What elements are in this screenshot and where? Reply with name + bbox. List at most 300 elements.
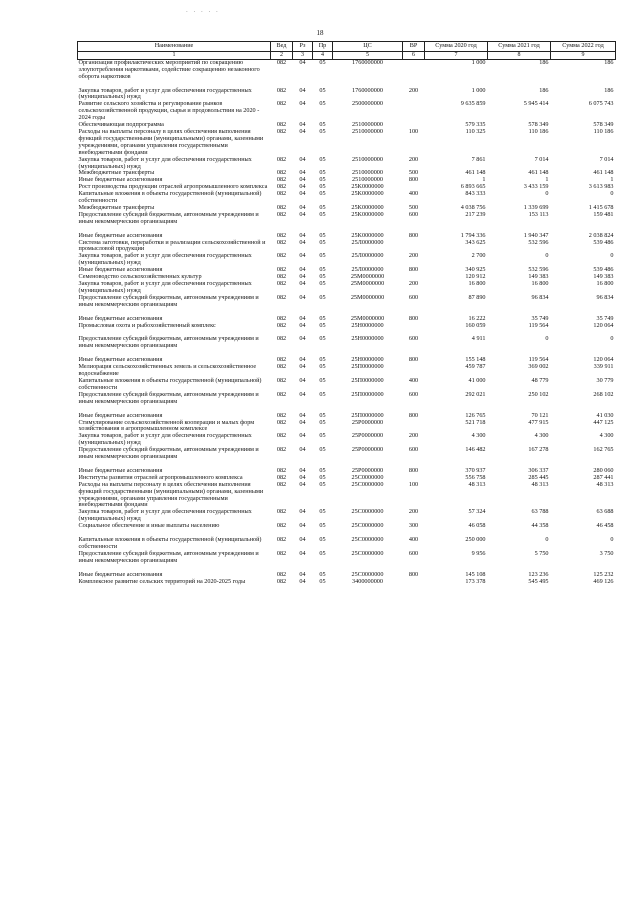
- row-sum-2020: 87 890: [468, 293, 486, 301]
- row-pr: 05: [319, 508, 326, 516]
- table-row: [78, 551, 616, 565]
- row-rz: 04: [299, 522, 306, 530]
- row-name: Рост производства продукции отраслей агропромышленного комплекса: [78, 183, 268, 191]
- row-cs: 1760000000: [352, 86, 383, 94]
- row-sum-2021: 461 148: [528, 169, 549, 177]
- row-sum-2020: 4 300: [471, 432, 486, 440]
- row-name: Промысловая охота и рыбохозяйственный комплекс: [78, 321, 216, 329]
- row-pr: 05: [319, 432, 326, 440]
- row-name: Предоставление субсидий бюджетным, автономным учреждениям и иным некоммерческим организациям: [78, 335, 259, 350]
- column-index: 3: [293, 51, 313, 59]
- row-sum-2021: 5 750: [534, 549, 549, 557]
- table-row: [78, 129, 616, 157]
- row-ved: 082: [276, 432, 287, 440]
- row-pr: 05: [319, 314, 326, 322]
- row-ved: 082: [276, 376, 287, 384]
- row-sum-2021: 477 915: [528, 418, 549, 426]
- row-vr: 800: [408, 231, 419, 239]
- table-body: [78, 59, 616, 585]
- row-ved: 082: [276, 411, 287, 419]
- row-cs: 2500000000: [352, 100, 383, 108]
- row-cs: 25С0000000: [351, 508, 384, 516]
- row-sum-2021: 0: [545, 190, 549, 198]
- row-cs: 2510000000: [352, 169, 383, 177]
- row-rz: 04: [299, 508, 306, 516]
- row-ved: 082: [276, 169, 287, 177]
- row-pr: 05: [319, 418, 326, 426]
- row-sum-2020: 6 893 665: [460, 183, 486, 191]
- row-vr: 100: [408, 480, 419, 488]
- row-rz: 04: [299, 549, 306, 557]
- page-number: 18: [316, 29, 324, 37]
- row-sum-2020: 16 800: [468, 280, 486, 287]
- column-index: 8: [488, 51, 551, 59]
- row-sum-2021: 167 278: [528, 446, 549, 454]
- row-rz: 04: [299, 376, 306, 384]
- row-sum-2022: 186: [604, 58, 614, 66]
- row-cs: 25K0000000: [351, 231, 384, 239]
- row-cs: 25С0000000: [351, 522, 384, 530]
- row-cs: 25K0000000: [351, 210, 384, 218]
- row-sum-2020: 155 148: [465, 356, 486, 364]
- row-sum-2020: 126 765: [465, 411, 486, 419]
- row-sum-2021: 96 834: [531, 293, 549, 301]
- row-sum-2021: 4 300: [534, 432, 549, 440]
- row-vr: 800: [408, 356, 419, 364]
- row-pr: 05: [319, 549, 326, 557]
- row-ved: 082: [276, 522, 287, 530]
- row-sum-2022: 30 779: [596, 376, 614, 384]
- row-sum-2022: 48 313: [596, 480, 614, 488]
- row-name: Капитальные вложения в объекты государственной (муниципальной) собственности: [78, 190, 262, 205]
- row-rz: 04: [299, 570, 306, 578]
- row-name: Иные бюджетные ассигнования: [78, 356, 163, 364]
- row-rz: 04: [299, 466, 306, 474]
- row-name: Иные бюджетные ассигнования: [78, 466, 163, 474]
- row-ved: 082: [276, 293, 287, 301]
- row-cs: 25Л0000000: [351, 238, 384, 246]
- row-vr: 600: [408, 549, 419, 557]
- row-cs: 25Р0000000: [351, 418, 384, 426]
- row-sum-2021: 3 433 159: [523, 183, 549, 191]
- table-row: [78, 212, 616, 226]
- table-row: [78, 88, 616, 102]
- row-vr: 200: [408, 155, 419, 163]
- header-vr: ВР: [403, 42, 425, 52]
- row-cs: 25М0000000: [350, 280, 385, 287]
- row-vr: [403, 240, 425, 254]
- row-cs: 25П0000000: [351, 363, 384, 371]
- row-pr: 05: [319, 356, 326, 364]
- table-row: [78, 447, 616, 461]
- row-sum-2021: 70 121: [531, 411, 549, 419]
- row-pr: 05: [319, 238, 326, 246]
- row-sum-2022: 469 126: [593, 577, 614, 585]
- table-row: [78, 240, 616, 254]
- row-name: Расходы на выплаты персоналу в целях обеспечения выполнения функций государственными (муниципальными) органами, казенными учреждениями, органами управления государственными внебюджетными фондами: [78, 127, 264, 156]
- row-cs: 2510000000: [352, 176, 383, 184]
- row-sum-2021: 306 337: [528, 466, 549, 474]
- row-name: Предоставление субсидий бюджетным, автономным учреждениям и иным некоммерческим организациям: [78, 549, 259, 564]
- table-row: [78, 336, 616, 350]
- row-sum-2020: 1: [482, 176, 486, 184]
- row-name: Система заготовки, переработки и реализации сельскохозяйственной и промысловой продукции: [78, 238, 266, 253]
- row-sum-2021: 186: [539, 58, 549, 66]
- row-sum-2021: 1 940 347: [523, 231, 549, 239]
- row-name: Развитие сельского хозяйства и регулирование рынков сельскохозяйственной продукции, сырья и продовольствия на 2020 - 2024 годы: [78, 100, 260, 122]
- row-pr: 05: [319, 121, 326, 129]
- row-sum-2021: 578 349: [528, 121, 549, 129]
- row-name: Иные бюджетные ассигнования: [78, 231, 163, 239]
- header-rz: Рз: [293, 42, 313, 52]
- row-rz: 04: [299, 127, 306, 135]
- row-sum-2022: 120 064: [593, 321, 614, 329]
- row-vr: [403, 323, 425, 330]
- row-name: Закупка товаров, работ и услуг для обеспечения государственных (муниципальных) нужд: [78, 508, 252, 523]
- row-cs: 25Л0000000: [351, 266, 384, 274]
- row-vr: [403, 59, 425, 80]
- row-sum-2022: 96 834: [596, 293, 614, 301]
- row-sum-2020: 1 794 336: [460, 231, 486, 239]
- row-ved: 082: [276, 203, 287, 211]
- row-ved: 082: [276, 280, 287, 287]
- table-row: [78, 433, 616, 447]
- row-sum-2021: 1: [545, 176, 549, 184]
- row-pr: 05: [319, 522, 326, 530]
- row-sum-2020: 110 325: [465, 127, 486, 135]
- row-sum-2020: 1 000: [471, 86, 486, 94]
- row-sum-2020: 160 059: [465, 321, 486, 329]
- row-sum-2020: 370 937: [465, 466, 486, 474]
- row-sum-2022: 4 300: [599, 432, 614, 440]
- row-pr: 05: [319, 155, 326, 163]
- row-pr: 05: [319, 252, 326, 260]
- row-pr: 05: [319, 231, 326, 239]
- row-sum-2022: 287 441: [593, 473, 614, 481]
- row-cs: 2510000000: [352, 155, 383, 163]
- row-vr: [403, 420, 425, 434]
- row-rz: 04: [299, 266, 306, 274]
- row-rz: 04: [299, 418, 306, 426]
- row-name: Предоставление субсидий бюджетным, автономным учреждениям и иным некоммерческим организациям: [78, 446, 259, 461]
- row-vr: 400: [408, 376, 419, 384]
- column-index: 5: [333, 51, 403, 59]
- row-name: Иные бюджетные ассигнования: [78, 176, 163, 184]
- row-ved: 082: [276, 356, 287, 364]
- row-name: Социальное обеспечение и иные выплаты населению: [78, 522, 220, 530]
- row-ved: 082: [276, 314, 287, 322]
- row-pr: 05: [319, 183, 326, 191]
- row-name: Предоставление субсидий бюджетным, автономным учреждениям и иным некоммерческим организациям: [78, 210, 259, 225]
- row-sum-2021: 48 779: [531, 376, 549, 384]
- row-name: Капитальные вложения в объекты государственной (муниципальной) собственности: [78, 536, 262, 550]
- row-rz: 04: [299, 536, 306, 544]
- row-rz: 04: [299, 411, 306, 419]
- row-vr: 800: [408, 411, 419, 419]
- row-sum-2021: 369 002: [528, 363, 549, 371]
- row-sum-2021: 119 564: [528, 356, 549, 364]
- row-rz: 04: [299, 100, 306, 108]
- row-vr: 800: [408, 176, 419, 184]
- row-sum-2021: 5 945 414: [523, 100, 549, 108]
- row-sum-2020: 46 058: [468, 522, 486, 530]
- row-sum-2022: 0: [610, 252, 614, 260]
- row-sum-2020: 145 108: [465, 570, 486, 578]
- row-name: Предоставление субсидий бюджетным, автономным учреждениям и иным некоммерческим организациям: [78, 390, 259, 405]
- row-pr: 05: [319, 293, 326, 301]
- row-sum-2022: 159 481: [593, 210, 614, 218]
- row-sum-2022: 0: [610, 190, 614, 198]
- row-cs: 2510000000: [352, 121, 383, 129]
- row-ved: 082: [276, 570, 287, 578]
- row-pr: 05: [319, 273, 326, 281]
- row-sum-2021: 44 358: [531, 522, 549, 530]
- row-vr: [403, 364, 425, 378]
- table-row: [78, 420, 616, 434]
- row-sum-2021: 119 564: [528, 321, 549, 329]
- row-pr: 05: [319, 280, 326, 287]
- row-vr: 800: [408, 266, 419, 274]
- row-vr: 800: [408, 466, 419, 474]
- row-sum-2020: 843 333: [465, 190, 486, 198]
- row-ved: 082: [276, 176, 287, 184]
- row-sum-2022: 539 486: [593, 266, 614, 274]
- row-pr: 05: [319, 577, 326, 585]
- row-ved: 082: [276, 127, 287, 135]
- row-vr: [403, 579, 425, 586]
- row-ved: 082: [276, 321, 287, 329]
- row-cs: 1760000000: [352, 58, 383, 66]
- row-pr: 05: [319, 376, 326, 384]
- row-pr: 05: [319, 411, 326, 419]
- row-sum-2021: 110 186: [528, 127, 549, 135]
- row-pr: 05: [319, 466, 326, 474]
- row-sum-2022: 280 060: [593, 466, 614, 474]
- table-row: [78, 482, 616, 510]
- row-sum-2020: 217 239: [465, 210, 486, 218]
- row-cs: 25П0000000: [351, 390, 384, 398]
- row-rz: 04: [299, 238, 306, 246]
- row-vr: [403, 101, 425, 122]
- row-name: Иные бюджетные ассигнования: [78, 411, 163, 419]
- row-vr: 200: [408, 280, 419, 287]
- row-ved: 082: [276, 466, 287, 474]
- row-pr: 05: [319, 480, 326, 488]
- row-rz: 04: [299, 446, 306, 454]
- row-cs: 25С0000000: [351, 536, 384, 544]
- column-index: 9: [551, 51, 616, 59]
- row-sum-2022: 0: [610, 335, 614, 343]
- row-cs: 25П0000000: [351, 376, 384, 384]
- row-sum-2022: 461 148: [593, 169, 614, 177]
- row-cs: 25Р0000000: [351, 446, 384, 454]
- row-ved: 082: [276, 508, 287, 516]
- row-cs: 25K0000000: [351, 190, 384, 198]
- row-sum-2022: 268 102: [593, 390, 614, 398]
- row-pr: 05: [319, 169, 326, 177]
- row-sum-2021: 285 445: [528, 473, 549, 481]
- column-index: 6: [403, 51, 425, 59]
- row-sum-2020: 4 038 756: [460, 203, 486, 211]
- row-sum-2020: 7 861: [471, 155, 486, 163]
- row-sum-2022: 149 383: [593, 273, 614, 281]
- row-name: Иные бюджетные ассигнования: [78, 570, 163, 578]
- row-rz: 04: [299, 86, 306, 94]
- row-name: Комплексное развитие сельских территорий на 2020-2025 годы: [78, 577, 246, 585]
- row-vr: 600: [408, 390, 419, 398]
- row-sum-2022: 447 125: [593, 418, 614, 426]
- row-rz: 04: [299, 121, 306, 129]
- row-sum-2020: 41 000: [468, 376, 486, 384]
- row-name: Иные бюджетные ассигнования: [78, 266, 163, 274]
- row-name: Институты развития отраслей агропромышленного комплекса: [78, 473, 243, 481]
- row-sum-2021: 7 014: [534, 155, 549, 163]
- row-vr: 200: [408, 252, 419, 260]
- row-sum-2021: 35 749: [531, 314, 549, 322]
- row-rz: 04: [299, 190, 306, 198]
- row-sum-2020: 16 222: [468, 314, 486, 322]
- row-rz: 04: [299, 293, 306, 301]
- table-row: [78, 157, 616, 171]
- table-row: [78, 253, 616, 267]
- row-cs: 25С0000000: [351, 473, 384, 481]
- row-cs: 25Л0000000: [351, 252, 384, 260]
- row-pr: 05: [319, 570, 326, 578]
- row-sum-2020: 173 378: [465, 577, 486, 585]
- row-pr: 05: [319, 176, 326, 184]
- row-ved: 082: [276, 480, 287, 488]
- column-index: 1: [78, 51, 271, 59]
- row-sum-2020: 2 700: [471, 252, 486, 260]
- row-sum-2021: 532 596: [528, 238, 549, 246]
- row-vr: 600: [408, 210, 419, 218]
- row-ved: 082: [276, 273, 287, 281]
- row-cs: 25М0000000: [350, 314, 385, 322]
- row-rz: 04: [299, 577, 306, 585]
- column-index: 7: [425, 51, 488, 59]
- row-pr: 05: [319, 86, 326, 94]
- row-cs: 25М0000000: [350, 273, 385, 281]
- row-pr: 05: [319, 210, 326, 218]
- row-vr: 300: [408, 522, 419, 530]
- row-sum-2021: 48 313: [531, 480, 549, 488]
- row-rz: 04: [299, 210, 306, 218]
- row-ved: 082: [276, 183, 287, 191]
- row-sum-2021: 16 800: [531, 280, 549, 287]
- row-sum-2022: 578 349: [593, 121, 614, 129]
- column-index: 4: [313, 51, 333, 59]
- row-sum-2020: 461 148: [465, 169, 486, 177]
- row-sum-2020: 292 021: [465, 390, 486, 398]
- row-sum-2022: 35 749: [596, 314, 614, 322]
- row-name: Межбюджетные трансферты: [78, 169, 155, 177]
- row-vr: 600: [408, 446, 419, 454]
- row-vr: 200: [408, 86, 419, 94]
- row-sum-2020: 340 925: [465, 266, 486, 274]
- header-cs: ЦС: [333, 42, 403, 52]
- column-index: 2: [271, 51, 293, 59]
- row-name: Обеспечивающая подпрограмма: [78, 121, 164, 129]
- row-ved: 082: [276, 549, 287, 557]
- row-rz: 04: [299, 273, 306, 281]
- row-rz: 04: [299, 363, 306, 371]
- row-sum-2021: 0: [545, 335, 549, 343]
- row-sum-2020: 343 625: [465, 238, 486, 246]
- row-pr: 05: [319, 127, 326, 135]
- row-sum-2020: 1 000: [471, 58, 486, 66]
- row-name: Закупка товаров, работ и услуг для обеспечения государственных (муниципальных) нужд: [78, 155, 252, 170]
- row-sum-2022: 16 800: [596, 280, 614, 287]
- row-rz: 04: [299, 432, 306, 440]
- row-vr: 200: [408, 432, 419, 440]
- row-name: Закупка товаров, работ и услуг для обеспечения государственных (муниципальных) нужд: [78, 86, 252, 101]
- header-ved: Вед: [271, 42, 293, 52]
- row-cs: 3400000000: [352, 577, 383, 585]
- table-row: [78, 59, 616, 80]
- row-sum-2020: 48 313: [468, 480, 486, 488]
- row-name: Организация профилактических мероприятий по сокращению злоупотребления наркотиками, содействие сокращению незаконного оборота наркотиков: [78, 58, 260, 80]
- budget-table: [77, 41, 616, 586]
- row-sum-2021: 153 113: [528, 210, 549, 218]
- row-cs: 25Н0000000: [351, 356, 384, 364]
- row-cs: 25Н0000000: [351, 321, 384, 329]
- row-sum-2022: 125 232: [593, 570, 614, 578]
- row-pr: 05: [319, 473, 326, 481]
- row-ved: 082: [276, 577, 287, 585]
- row-pr: 05: [319, 58, 326, 66]
- row-pr: 05: [319, 190, 326, 198]
- row-name: Иные бюджетные ассигнования: [78, 314, 163, 322]
- row-sum-2022: 1 415 678: [588, 203, 614, 211]
- row-rz: 04: [299, 335, 306, 343]
- row-sum-2021: 545 495: [528, 577, 549, 585]
- table-row: [78, 537, 616, 551]
- table-row: [78, 191, 616, 205]
- row-name: Семеноводство сельскохозяйственных культур: [78, 273, 202, 281]
- row-cs: 25П0000000: [351, 411, 384, 419]
- row-pr: 05: [319, 536, 326, 544]
- header-name: Наименование: [78, 42, 271, 52]
- table-row: [78, 101, 616, 122]
- row-rz: 04: [299, 321, 306, 329]
- table-row: [78, 509, 616, 523]
- row-cs: 25С0000000: [351, 570, 384, 578]
- row-cs: 25Р0000000: [351, 432, 384, 440]
- header-sum-2020: Сумма 2020 год: [425, 42, 488, 52]
- row-rz: 04: [299, 473, 306, 481]
- row-sum-2022: 6 075 743: [588, 100, 614, 108]
- row-vr: 200: [408, 508, 419, 516]
- row-sum-2020: 250 000: [465, 536, 486, 544]
- row-cs: 25С0000000: [351, 480, 384, 488]
- row-ved: 082: [276, 252, 287, 260]
- row-rz: 04: [299, 58, 306, 66]
- row-sum-2022: 2 038 824: [588, 231, 614, 239]
- scan-marks: . . . . .: [186, 6, 220, 14]
- row-sum-2020: 146 482: [465, 446, 486, 454]
- row-ved: 082: [276, 536, 287, 544]
- row-name: Мелиорация сельскохозяйственных земель и сельскохозяйственное водоснабжение: [78, 363, 257, 378]
- row-name: Закупка товаров, работ и услуг для обеспечения государственных (муниципальных) нужд: [78, 252, 252, 267]
- row-rz: 04: [299, 280, 306, 287]
- row-sum-2022: 63 688: [596, 508, 614, 516]
- row-sum-2022: 3 750: [599, 549, 614, 557]
- row-sum-2022: 0: [610, 536, 614, 544]
- row-pr: 05: [319, 335, 326, 343]
- row-cs: 25Н0000000: [351, 335, 384, 343]
- row-pr: 05: [319, 100, 326, 108]
- row-sum-2022: 120 064: [593, 356, 614, 364]
